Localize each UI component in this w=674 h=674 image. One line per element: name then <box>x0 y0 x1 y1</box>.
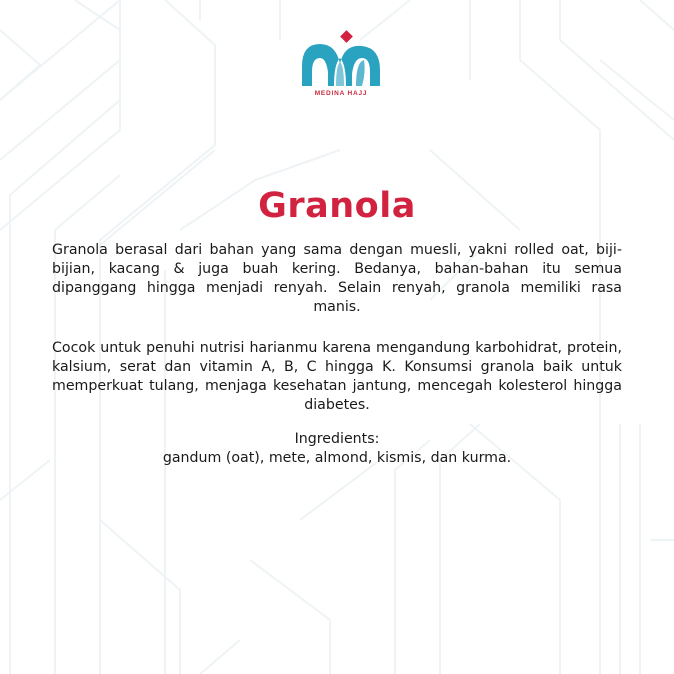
ingredients-label: Ingredients: <box>294 431 380 447</box>
ingredients-section <box>0 430 674 468</box>
description-paragraph-2: Cocok untuk penuhi nutrisi harianmu karena mengandung karbohidrat, protein, kalsium, serat dan vitamin A, B, C hingga K. Konsumsi granola baik untuk memperkuat tulang, menjaga kesehatan jantung, mencegah kolesterol hingga diabetes. <box>52 340 622 413</box>
page-title: Granola <box>258 186 416 226</box>
description-paragraph-1: Granola berasal dari bahan yang sama dengan muesli, yakni rolled oat, biji-bijian, kacang & juga buah kering. Bedanya, bahan-bahan itu semua dipanggang hingga menjadi renyah. Selain renyah, granola memiliki rasa manis. <box>52 242 622 315</box>
ingredients-list: gandum (oat), mete, almond, kismis, dan kurma. <box>162 450 512 466</box>
brand-name: MEDINA HAJJ <box>314 90 368 97</box>
medina-hajj-logo-icon <box>296 28 386 90</box>
brand-logo <box>296 28 386 104</box>
